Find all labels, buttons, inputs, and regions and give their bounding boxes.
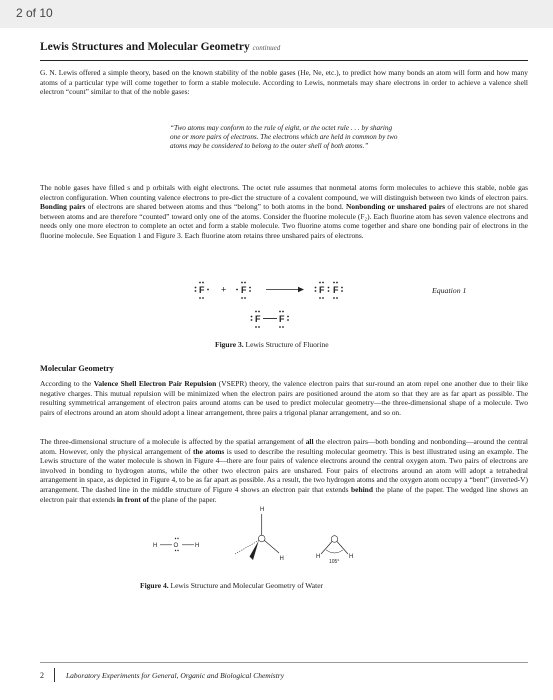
oxygen-atom-center	[331, 536, 338, 543]
figure-3-label: Figure 3.	[215, 340, 244, 349]
fluorine-atom: F	[333, 285, 339, 295]
bond-angle-arc	[326, 550, 343, 553]
term-vsepr: Valence Shell Electron Pair Repulsion	[93, 379, 217, 388]
hydrogen-atom: H	[195, 543, 200, 549]
figure-4-caption	[140, 581, 323, 590]
text-run: (VSEPR) theory, the valence electron pairs that sur-round an atom repel one another due to their like negative charges. This mutual repulsion will be minimized when the electron pairs are positioned around the atom so that they are as far apart as possible. The resulting symmetrical arrangement of electron pairs around atoms can be used to predict molecular geometry—the three-dimensional shape of a molecule. Two pairs of electrons around an atom should adopt a linear arrangement, three pairs a trigonal planar arrangement, and so on.	[40, 379, 528, 417]
term-the-atoms: the atoms	[192, 446, 225, 456]
water-bent-geometry	[316, 536, 353, 565]
oxygen-atom: O	[173, 543, 179, 549]
paragraph-water-geometry	[40, 437, 528, 504]
hydrogen-atom: H	[316, 554, 321, 560]
hydrogen-atom: H	[260, 507, 265, 513]
footer-divider	[54, 668, 55, 682]
section-heading: Molecular Geometry	[40, 364, 114, 373]
reaction-arrow	[266, 287, 304, 292]
figure-3-caption	[215, 340, 329, 349]
text-run: of electrons are shared between atoms and thus “belong” to both atoms in the bond.	[85, 202, 346, 212]
text-run: The noble gases have filled s and p orbitals with eight electrons. The octet rule assumes that nonmetal atoms form molecules to achieve this stable, noble gas electron configuration. When counting valence electrons to pre-dict the structure of a covalent compound, we will distinguish between two kinds of electron pairs.	[40, 183, 528, 202]
lewis-quote: “Two atoms may conform to the rule of eight, or the octet rule . . . by sharing one or more pairs of electrons. The electrons which are held in common by two atoms may be considered to belong to the outer shell of both atoms.”	[170, 124, 398, 151]
term-behind: behind	[351, 484, 373, 494]
title-continued: continued	[252, 44, 281, 52]
fluorine-atom: F	[319, 285, 325, 295]
text-run: the plane of the paper.	[148, 494, 217, 504]
water-tetrahedral-structure	[235, 507, 284, 562]
bond-angle-label: 105°	[329, 559, 340, 565]
oxygen-atom-center	[258, 535, 265, 542]
term-in-front-of: in front of	[116, 494, 149, 504]
title-text: Lewis Structures and Molecular Geometry	[40, 41, 250, 53]
term-nonbonding-pairs: Nonbonding or unshared pairs	[345, 202, 446, 212]
equation-1-diagram	[195, 282, 343, 299]
figure-3-caption-text: Lewis Structure of Fluorine	[245, 340, 329, 349]
page-indicator-bar	[0, 0, 553, 28]
fluorine-atom: F	[199, 285, 205, 295]
hydrogen-atom: H	[279, 556, 284, 562]
hydrogen-atom: H	[349, 554, 354, 560]
wedge-electron-pair	[250, 541, 259, 561]
figure-3-diagram	[251, 311, 289, 328]
text-run: the plane of the paper. The wedged line shows an electron pair that extends	[40, 484, 528, 504]
text-run: the electron pairs—both bonding and nonbonding—around the central atom. However, only the physical arrangement of	[40, 437, 528, 456]
term-all: all	[305, 437, 314, 446]
page-number: 2	[40, 671, 44, 680]
fluorine-atom: F	[279, 314, 285, 324]
page-indicator: 2 of 10	[16, 6, 53, 20]
text-run: is used to describe the resulting molecular geometry. This is best illustrated using an example. The Lewis structure of the water molecule is shown in Figure 4—there are four pairs of valence electrons around the central oxygen atom. Two pairs of electrons are involved in bonding to hydrogen atoms, while the other two electron pairs are unshared. Four pairs of electrons around an atom will adopt a tetrahedral arrangement in space, as depicted in Figure 4, to be as far apart as possible. As a result, the two hydrogen atoms and the oxygen atom occupy a “bent” (inverted-V) arrangement. The dashed line in the middle structure of Figure 4 shows an electron pair that extends	[40, 446, 528, 494]
text-run: According to the	[40, 379, 94, 388]
fluorine-atom: F	[255, 314, 261, 324]
paragraph-intro: G. N. Lewis offered a simple theory, based on the known stability of the noble gases (He, Ne, etc.), to predict how many bonds an atom will form and how many atoms of a particular type will come together to form a stable molecule. According to Lewis, nonmetals may share electrons in order to achieve a valence shell electron “count” similar to that of the noble gases:	[40, 68, 528, 97]
water-lewis-structure	[153, 538, 199, 551]
text-run: of electrons are not shared between atoms and are therefore “counted” toward only one of the atoms. Consider the fluorine molecule (F₂). Each fluorine atom has seven valence electrons and needs only one more electron to complete an octet and form a stable molecule. Two fluorine atoms come together and share one bonding pair of electrons in the fluorine molecule. See Equation 1 and Figure 3. Each fluorine atom retains three unshared pairs of electrons.	[40, 202, 529, 240]
figure-4-diagram	[153, 507, 353, 565]
paragraph-vsepr	[40, 379, 528, 417]
hydrogen-atom: H	[153, 543, 158, 549]
book-title: Laboratory Experiments for General, Organic and Biological Chemistry	[66, 671, 285, 680]
equation-label: Equation 1	[432, 286, 467, 295]
document-page	[30, 28, 540, 700]
footer-rule	[40, 662, 528, 663]
text-run: The three-dimensional structure of a molecule is affected by the spatial arrangement of	[40, 437, 306, 446]
figure-4-label: Figure 4.	[140, 581, 169, 590]
fluorine-atom: F	[241, 285, 247, 295]
plus-sign: +	[221, 284, 227, 295]
term-bonding-pairs: Bonding pairs	[40, 202, 86, 212]
figure-4-caption-text: Lewis Structure and Molecular Geometry of Water	[170, 581, 324, 590]
